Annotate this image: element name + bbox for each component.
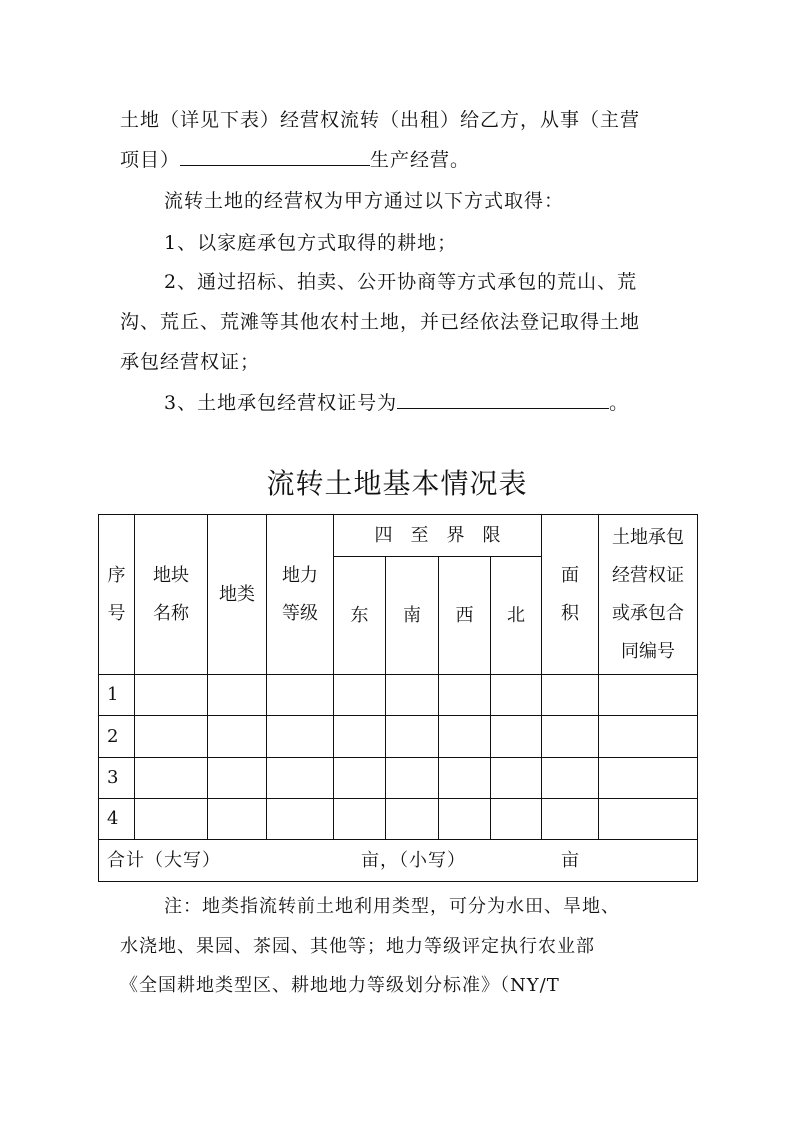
paragraph-text: 3、土地承包经营权证号为 [164,392,398,414]
table-cell[interactable] [267,716,334,758]
total-label: 合计（大写） [107,849,221,871]
table-cell[interactable] [599,675,698,716]
header-west: 西 [439,557,491,675]
header-area: 面 积 [542,515,599,675]
table-cell[interactable] [491,758,542,799]
table-cell[interactable] [542,716,599,758]
table-cell[interactable] [386,758,439,799]
paragraph-text: 生产经营。 [370,149,471,171]
header-land-type: 地类 [208,515,267,675]
table-cell[interactable] [386,716,439,758]
table-row [99,758,698,799]
paragraph-text: 。 [609,392,630,414]
table-cell[interactable] [208,716,267,758]
table-cell[interactable] [439,758,491,799]
table-cell[interactable] [208,799,267,840]
table-cell[interactable] [599,758,698,799]
paragraph-line: 土地（详见下表）经营权流转（出租）给乙方，从事（主营 [120,109,641,131]
row-number: 2 [99,716,135,758]
total-end: 亩 [561,849,580,871]
paragraph-line [120,145,470,174]
table-cell[interactable] [334,799,386,840]
note-line: 注：地类指流转前土地利用类型，可分为水田、旱地、 [164,896,620,917]
table-cell[interactable] [267,799,334,840]
header-boundary: 四 至 界 限 [334,515,542,557]
paragraph-line: 2、通过招标、拍卖、公开协商等方式承包的荒山、荒 [164,271,638,293]
table-cell[interactable] [439,675,491,716]
table-cell[interactable] [386,675,439,716]
table-cell[interactable] [267,675,334,716]
fill-in-blank[interactable] [397,388,609,409]
header-plot-name: 地块 名称 [135,515,208,675]
table-cell[interactable] [599,799,698,840]
table-cell[interactable] [135,716,208,758]
note-line: 水浇地、果园、茶园、其他等；地力等级评定执行农业部 [120,936,595,957]
table-cell[interactable] [491,716,542,758]
table-cell[interactable] [542,758,599,799]
table-cell[interactable] [135,799,208,840]
note-line: 《全国耕地类型区、耕地地力等级划分标准》（NY/T [120,975,560,996]
table-row [99,799,698,840]
paragraph-line [164,388,629,417]
total-row [99,840,698,882]
table-row [99,675,698,716]
row-number: 1 [99,675,135,716]
table-cell[interactable] [208,675,267,716]
table-cell[interactable] [491,799,542,840]
table-cell[interactable] [439,799,491,840]
row-number: 3 [99,758,135,799]
table-cell[interactable] [334,716,386,758]
header-grade: 地力 等级 [267,515,334,675]
land-info-table [98,514,698,882]
table-row [99,716,698,758]
table-cell[interactable] [542,799,599,840]
table-cell[interactable] [267,758,334,799]
table-cell[interactable] [135,675,208,716]
paragraph-line: 承包经营权证； [120,351,261,373]
paragraph-line: 沟、荒丘、荒滩等其他农村土地，并已经依法登记取得土地 [120,311,641,333]
table-cell[interactable] [386,799,439,840]
table-cell[interactable] [439,716,491,758]
paragraph-line: 流转土地的经营权为甲方通过以下方式取得： [164,190,565,212]
fill-in-blank[interactable] [180,145,370,166]
table-cell[interactable] [208,758,267,799]
total-mid: 亩，（小写） [361,849,466,871]
total-cell[interactable] [99,840,698,882]
table-title: 流转土地基本情况表 [266,467,528,500]
paragraph-line: 1、以家庭承包方式取得的耕地； [164,232,458,254]
table-cell[interactable] [334,758,386,799]
header-south: 南 [386,557,439,675]
row-number: 4 [99,799,135,840]
table-cell[interactable] [334,675,386,716]
header-east: 东 [334,557,386,675]
table-cell[interactable] [542,675,599,716]
header-north: 北 [491,557,542,675]
header-seq: 序 号 [99,515,135,675]
table-cell[interactable] [491,675,542,716]
header-cert: 土地承包 经营权证 或承包合 同编号 [599,515,698,675]
table-cell[interactable] [135,758,208,799]
paragraph-text: 项目） [120,149,181,171]
table-cell[interactable] [599,716,698,758]
